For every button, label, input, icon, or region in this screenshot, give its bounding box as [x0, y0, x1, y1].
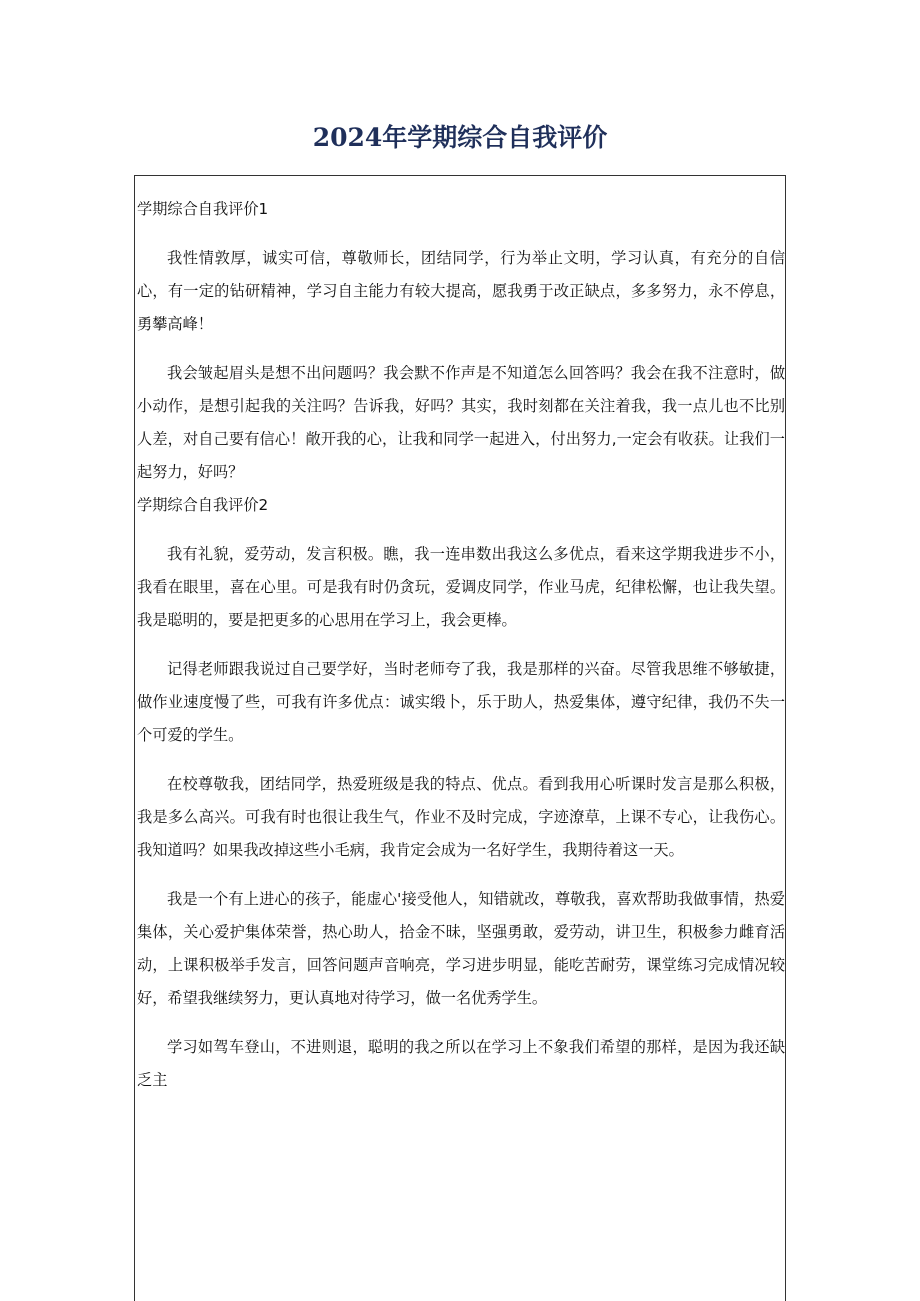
paragraph-2-5: 学习如驾车登山，不进则退，聪明的我之所以在学习上不象我们希望的那样，是因为我还缺乏主 [137, 1038, 785, 1089]
paragraph-2-3: 在校尊敬我，团结同学，热爱班级是我的特点、优点。看到我用心听课时发言是那么积极，我是多么高兴。可我有时也很让我生气，作业不及时完成，字迹潦草，上课不专心，让我伤心。我知道吗？如果我改掉这些小毛病，我肯定会成为一名好学生，我期待着这一天。 [137, 775, 785, 859]
paragraph-2-1: 我有礼貌，爱劳动，发言积极。瞧，我一连串数出我这么多优点，看来这学期我进步不小，我看在眼里，喜在心里。可是我有时仍贪玩，爱调皮同学，作业马虎，纪律松懈，也让我失望。我是聪明的，要是把更多的心思用在学习上，我会更棒。 [137, 545, 785, 629]
document-title: 2024年学期综合自我评价 [312, 123, 608, 152]
section-heading-1: 学期综合自我评价1 [137, 200, 269, 218]
paragraph-2-4: 我是一个有上进心的孩子，能虚心'接受他人，知错就改，尊敬我，喜欢帮助我做事情，热爱集体，关心爱护集体荣誉，热心助人，拾金不昧，坚强勇敢，爱劳动，讲卫生，积极参力雌育活动，上课积极举手发言，回答问题声音响亮，学习进步明显，能吃苦耐劳，课堂练习完成情况较好，希望我继续努力，更认真地对待学习，做一名优秀学生。 [137, 890, 785, 1007]
document-body [137, 193, 785, 1097]
paragraph-1-2: 我会皱起眉头是想不出问题吗？我会默不作声是不知道怎么回答吗？我会在我不注意时，做小动作，是想引起我的关注吗？告诉我，好吗？其实，我时刻都在关注着我，我一点儿也不比别人差，对自己要有信心！敞开我的心，让我和同学一起进入，付出努力,一定会有收获。让我们一起努力，好吗？ [137, 364, 785, 481]
section-heading-2: 学期综合自我评价2 [137, 496, 269, 514]
paragraph-1-1: 我性情敦厚，诚实可信，尊敬师长，团结同学，行为举止文明，学习认真，有充分的自信心，有一定的钻研精神，学习自主能力有较大提高，愿我勇于改正缺点，多多努力，永不停息，勇攀高峰！ [137, 249, 785, 333]
paragraph-2-2: 记得老师跟我说过自己要学好，当时老师夸了我，我是那样的兴奋。尽管我思维不够敏捷，做作业速度慢了些，可我有许多优点：诚实缎卜，乐于助人，热爱集体，遵守纪律，我仍不失一个可爱的学生。 [137, 660, 785, 744]
